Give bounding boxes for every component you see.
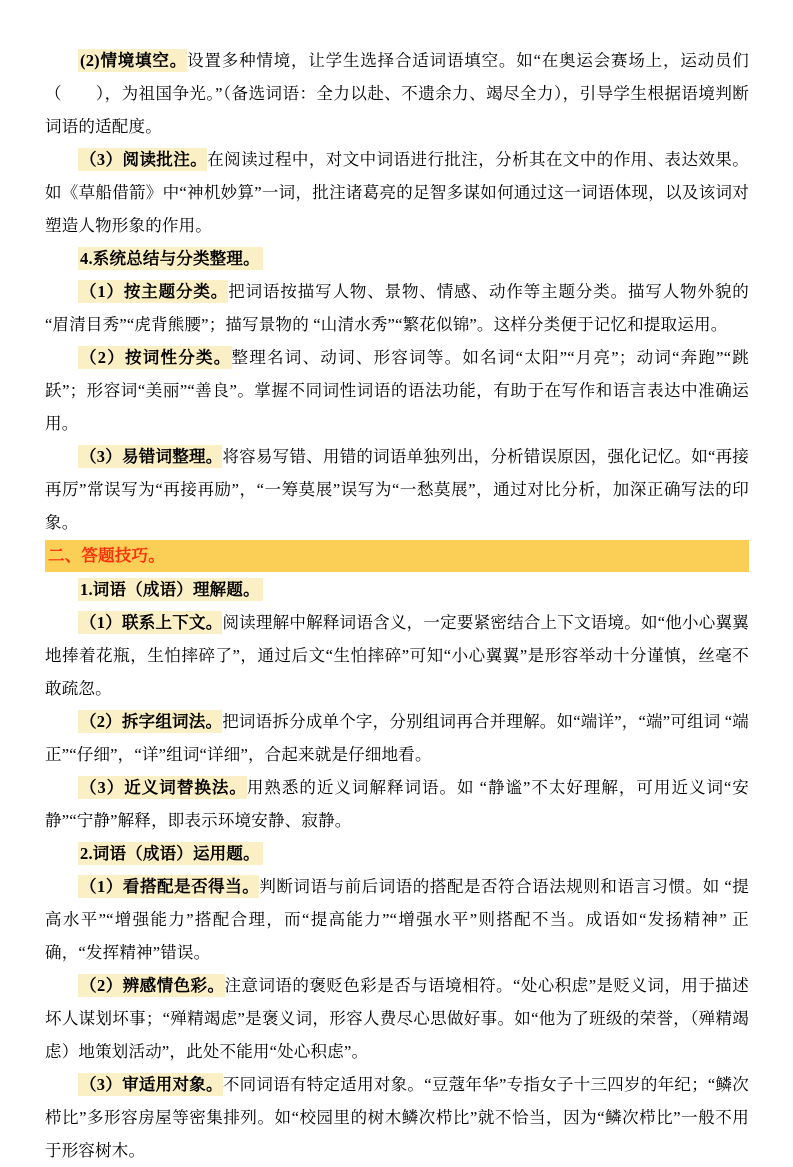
paragraph-body-text: 把词语按描写人物、景物、情感、动作等主题分类。描写人物外貌的 “眉清目秀”“虎背熊腰”；描写景物的 “山清水秀”“繁花似锦”。这样分类便于记忆和提取运用。: [45, 282, 749, 334]
paragraph-body-text: 整理名词、动词、形容词等。如名词“太阳”“月亮”；动词“奔跑”“跳跃”；形容词“美丽”“善良”。掌握不同词性词语的语法功能，有助于在写作和语言表达中准确运用。: [45, 348, 749, 433]
paragraph-head-highlight: （1）看搭配是否得当。: [80, 877, 260, 896]
paragraph-body-text: 注意词语的褒贬色彩是否与语境相符。“处心积虑”是贬义词，用于描述坏人谋划坏事；“殚精竭虑”是褒义词，形容人费尽心思做好事。如“他为了班级的荣誉，（殚精竭虑）地策划活动”，此处不能用“处心积虑”。: [45, 976, 749, 1061]
paragraph: [45, 870, 749, 969]
paragraph-head-highlight: （3）易错词整理。: [80, 447, 223, 466]
paragraph-body-text: 把词语拆分成单个字，分别组词再合并理解。如“端详”，“端”可组词 “端正”“仔细”，“详”组词“详细”，合起来就是仔细地看。: [45, 712, 749, 764]
section-heading-banner: 二、答题技巧。: [45, 540, 749, 572]
paragraph: [45, 606, 749, 705]
subheading-row: [45, 242, 749, 275]
paragraph-head-highlight: （2）拆字组词法。: [80, 712, 223, 731]
paragraph: [45, 440, 749, 539]
paragraph-body-text: 用熟悉的近义词解释词语。如 “静谧”不太好理解，可用近义词“安静”“宁静”解释，即表示环境安静、寂静。: [45, 778, 750, 830]
paragraph-body-text: 将容易写错、用错的词语单独列出，分析错误原因，强化记忆。如“再接再厉”常误写为“再接再励”，“一筹莫展”误写为“一愁莫展”，通过对比分析，加深正确写法的印象。: [45, 447, 749, 532]
paragraph: [45, 341, 749, 440]
paragraph: [45, 969, 749, 1068]
subheading-highlight: 4.系统总结与分类整理。: [78, 247, 263, 270]
paragraph-head-highlight: （1）按主题分类。: [80, 282, 229, 301]
paragraph-body-text: 不同词语有特定适用对象。“豆蔻年华”专指女子十三四岁的年纪；“鳞次栉比”多形容房屋等密集排列。如“校园里的树木鳞次栉比”就不恰当，因为“鳞次栉比”一般不用于形容树木。: [45, 1075, 749, 1160]
subheading-row: [45, 573, 749, 606]
paragraph-head-highlight: （3）近义词替换法。: [80, 778, 247, 797]
paragraph-head-highlight: （2）按词性分类。: [80, 348, 232, 367]
subheading-highlight: 2.词语（成语）运用题。: [78, 842, 263, 865]
paragraph-head-highlight: （3）阅读批注。: [80, 150, 208, 169]
subheading-highlight: 1.词语（成语）理解题。: [78, 578, 263, 601]
paragraph-body-text: 设置多种情境，让学生选择合适词语填空。如“在奥运会赛场上，运动员们（ ），为祖国争光。”（备选词语：全力以赴、不遗余力、竭尽全力），引导学生根据语境判断词语的适配度。: [45, 51, 749, 136]
paragraph: [45, 1068, 749, 1167]
paragraph: [45, 44, 749, 143]
paragraph: [45, 771, 749, 837]
paragraph-body-text: 阅读理解中解释词语含义，一定要紧密结合上下文语境。如“他小心翼翼地捧着花瓶，生怕摔碎了”，通过后文“生怕摔碎”可知“小心翼翼”是形容举动十分谨慎，丝毫不敢疏忽。: [45, 613, 749, 698]
paragraph-head-highlight: （3）审适用对象。: [80, 1075, 223, 1094]
paragraph-head-highlight: （2）辨感情色彩。: [80, 976, 225, 995]
paragraph: [45, 275, 749, 341]
paragraph-head-highlight: (2)情境填空。: [80, 51, 188, 70]
subheading-row: [45, 837, 749, 870]
paragraph-head-highlight: （1）联系上下文。: [80, 613, 223, 632]
paragraph-body-text: 在阅读过程中，对文中词语进行批注，分析其在文中的作用、表达效果。如《草船借箭》中“神机妙算”一词，批注诸葛亮的足智多谋如何通过这一词语体现，以及该词对塑造人物形象的作用。: [45, 150, 749, 235]
paragraph-body-text: 判断词语与前后词语的搭配是否符合语法规则和语言习惯。如 “提高水平”“增强能力”搭配合理，而“提高能力”“增强水平”则搭配不当。成语如“发扬精神” 正确，“发挥精神”错误。: [45, 877, 749, 962]
paragraph: [45, 705, 749, 771]
paragraph: [45, 143, 749, 242]
